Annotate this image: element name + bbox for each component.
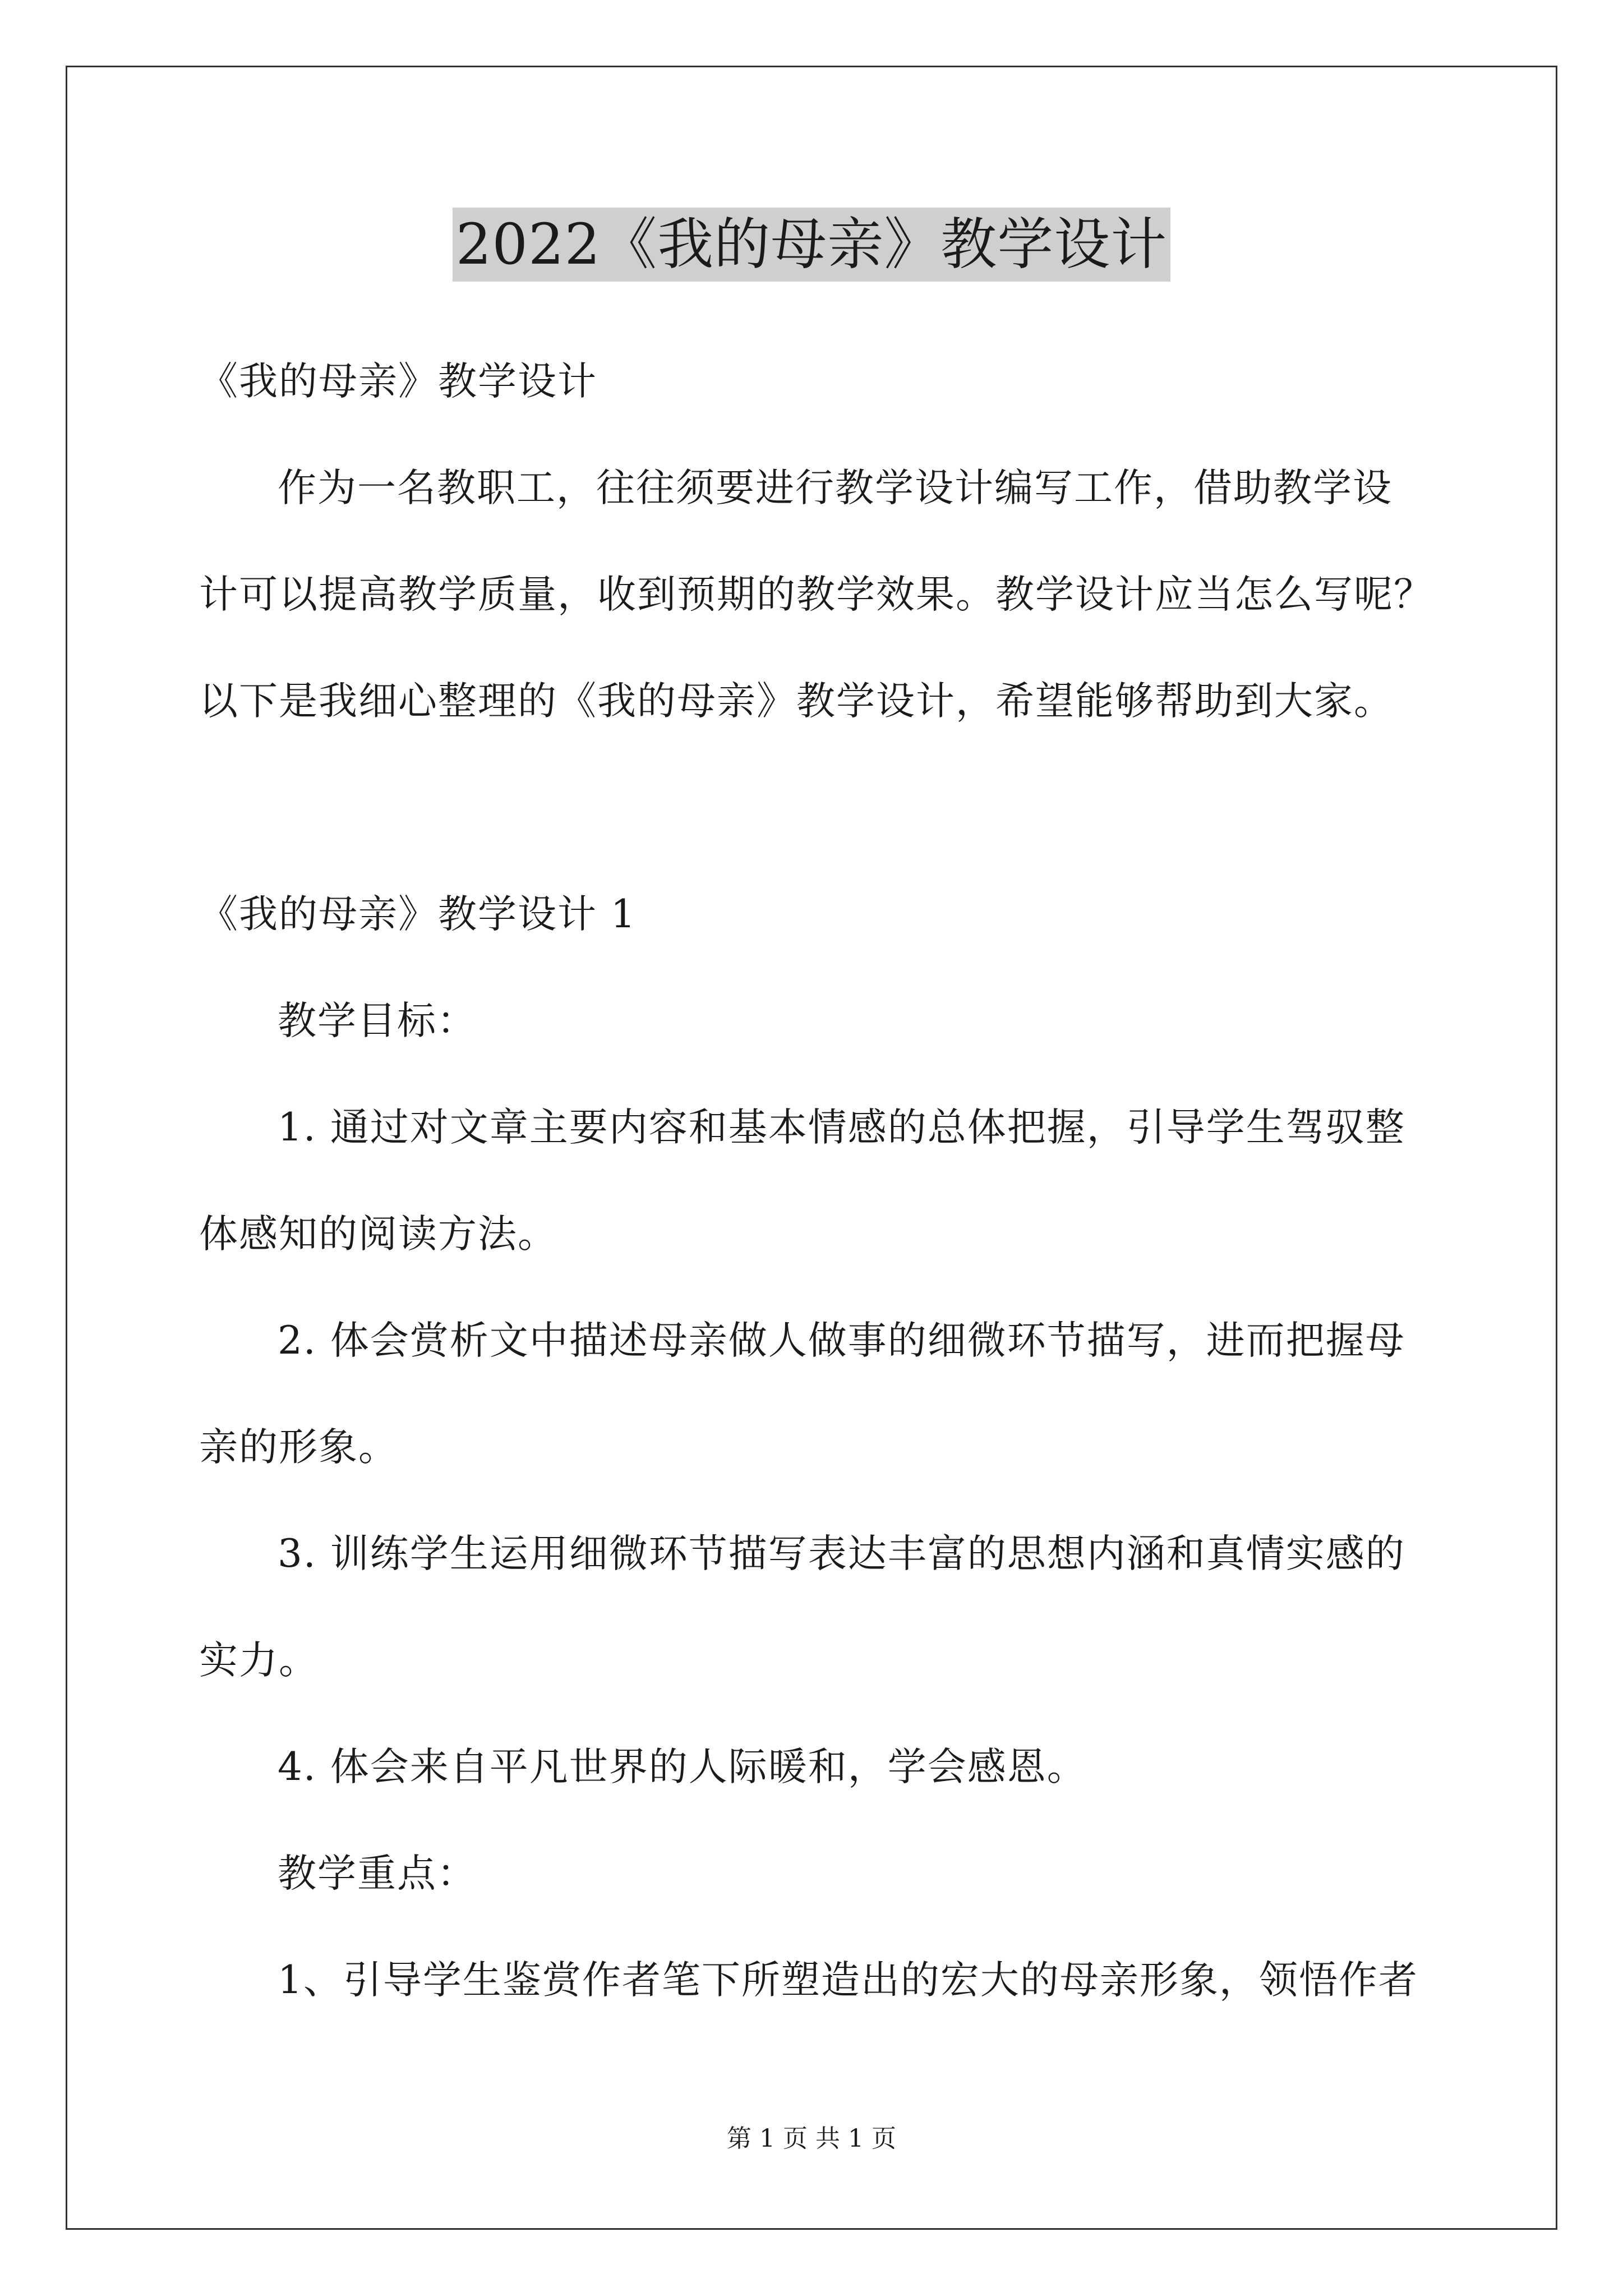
- objective-3-line-2: 实力。: [199, 1638, 319, 1683]
- title-container: [0, 208, 1623, 282]
- intro-line-3: 以下是我细心整理的《我的母亲》教学设计，希望能够帮助到大家。: [199, 679, 1394, 724]
- section-heading: 《我的母亲》教学设计 1: [199, 892, 637, 937]
- key-points-heading: 教学重点：: [278, 1851, 477, 1896]
- key-point-1-line-1: 1、引导学生鉴赏作者笔下所塑造出的宏大的母亲形象，领悟作者: [278, 1958, 1418, 2003]
- objective-3-line-1: 3. 训练学生运用细微环节描写表达丰富的思想内涵和真情实感的: [278, 1531, 1405, 1576]
- objective-2-line-2: 亲的形象。: [199, 1425, 398, 1470]
- objective-1-line-2: 体感知的阅读方法。: [199, 1212, 557, 1257]
- objective-2-line-1: 2. 体会赏析文中描述母亲做人做事的细微环节描写，进而把握母: [278, 1318, 1405, 1363]
- objective-4: 4. 体会来自平凡世界的人际暖和，学会感恩。: [278, 1745, 1087, 1789]
- intro-line-1: 作为一名教职工，往往须要进行教学设计编写工作，借助教学设: [278, 466, 1393, 510]
- subtitle-line: 《我的母亲》教学设计: [199, 359, 597, 404]
- document-title: 2022《我的母亲》教学设计: [453, 208, 1171, 282]
- page-footer: 第 1 页 共 1 页: [727, 2124, 896, 2153]
- objective-1-line-1: 1. 通过对文章主要内容和基本情感的总体把握，引导学生驾驭整: [278, 1105, 1405, 1150]
- intro-line-2: 计可以提高教学质量，收到预期的教学效果。教学设计应当怎么写呢？: [199, 572, 1433, 617]
- objectives-heading: 教学目标：: [278, 999, 477, 1043]
